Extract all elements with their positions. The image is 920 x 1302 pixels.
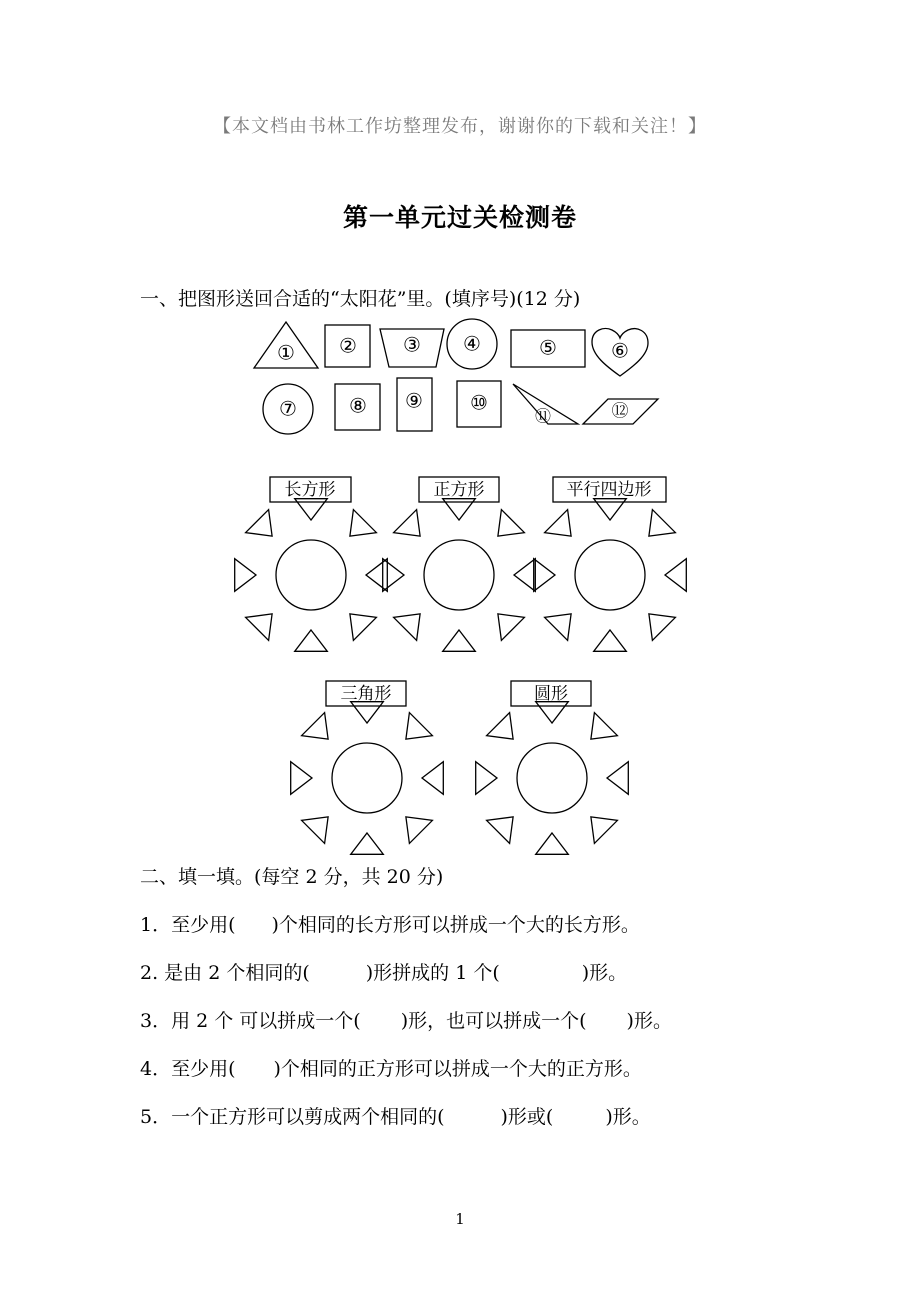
question-2: 2. 是由 2 个相同的( )形拼成的 1 个( )形。 [140, 962, 628, 984]
sun-flower-parallelogram[interactable] [534, 499, 687, 652]
shape-num-8: ⑧ [349, 393, 367, 418]
sun-flower-triangle[interactable] [291, 702, 444, 855]
sun-flower-rectangle[interactable] [235, 499, 388, 652]
shape-num-1: ① [277, 340, 295, 365]
sun-label-square: 正方形 [433, 480, 485, 500]
sun-petal [291, 762, 312, 795]
sun-petal [302, 817, 329, 844]
sun-petal [366, 559, 387, 592]
sun-petal [406, 713, 433, 740]
section1-heading: 一、把图形送回合适的“太阳花”里。(填序号)(12 分) [140, 288, 581, 310]
sun-petal [443, 630, 476, 651]
question-3: 3．用 2 个 可以拼成一个( )形，也可以拼成一个( )形。 [140, 1010, 672, 1032]
sun-flower-circle[interactable] [476, 702, 629, 855]
sun-petal [350, 614, 377, 641]
sun-center[interactable] [276, 540, 346, 610]
sun-flower-square[interactable] [383, 499, 536, 652]
sun-petal [476, 762, 497, 795]
sun-petal [295, 630, 328, 651]
sun-petal [545, 510, 572, 536]
sun-petal [302, 713, 329, 740]
shape-num-2: ② [339, 333, 357, 358]
shape-num-5: ⑤ [539, 335, 557, 360]
sun-petal [536, 702, 569, 723]
shape-num-7: ⑦ [279, 396, 297, 421]
page-number: 1 [455, 1210, 465, 1228]
sun-petal [545, 614, 572, 641]
sun-petal [514, 559, 535, 592]
shape-num-9: ⑨ [405, 388, 423, 413]
shape-num-3: ③ [403, 332, 421, 357]
document-header: 【本文档由书林工作坊整理发布，谢谢你的下载和关注！】 [213, 116, 707, 137]
sun-petal [591, 817, 618, 844]
sun-petal [406, 817, 433, 844]
sun-petal [235, 559, 256, 592]
sun-center[interactable] [424, 540, 494, 610]
question-5: 5．一个正方形可以剪成两个相同的( )形或( )形。 [140, 1106, 651, 1128]
sun-petal [665, 559, 686, 592]
sun-petal [649, 510, 676, 536]
sun-label-parallelogram: 平行四边形 [566, 480, 652, 500]
sun-petal [394, 614, 421, 641]
sun-label-circle: 圆形 [534, 684, 568, 704]
sun-petal [498, 510, 525, 536]
sun-center[interactable] [332, 743, 402, 813]
shape-num-11: ⑪ [534, 406, 552, 426]
sun-petal [649, 614, 676, 641]
sun-petal [487, 817, 513, 844]
page-title: 第一单元过关检测卷 [342, 203, 577, 232]
sun-petal [350, 510, 377, 536]
sun-petal [536, 833, 569, 854]
sun-petal [246, 614, 273, 641]
shape-num-6: ⑥ [611, 338, 629, 363]
sun-petal [383, 559, 404, 592]
sun-petal [422, 762, 443, 795]
sun-petal [591, 713, 618, 740]
sun-petal [607, 762, 628, 795]
sun-petal [351, 702, 384, 723]
sun-center[interactable] [517, 743, 587, 813]
shape-num-10: ⑩ [470, 390, 488, 415]
sun-petal [534, 559, 555, 592]
sun-petal [487, 713, 513, 740]
sun-petal [246, 510, 273, 536]
sun-label-triangle: 三角形 [340, 684, 392, 704]
sun-center[interactable] [575, 540, 645, 610]
question-4: 4．至少用( )个相同的正方形可以拼成一个大的正方形。 [140, 1058, 642, 1080]
section2-heading: 二、填一填。(每空 2 分，共 20 分) [140, 866, 444, 888]
sun-petal [351, 833, 384, 854]
sun-petal [594, 630, 627, 651]
shape-num-4: ④ [463, 331, 481, 356]
shape-num-12: ⑫ [611, 401, 629, 422]
question-1: 1．至少用( )个相同的长方形可以拼成一个大的长方形。 [140, 914, 640, 936]
sun-petal [394, 510, 421, 536]
sun-petal [498, 614, 525, 641]
sun-label-rectangle: 长方形 [284, 480, 336, 500]
